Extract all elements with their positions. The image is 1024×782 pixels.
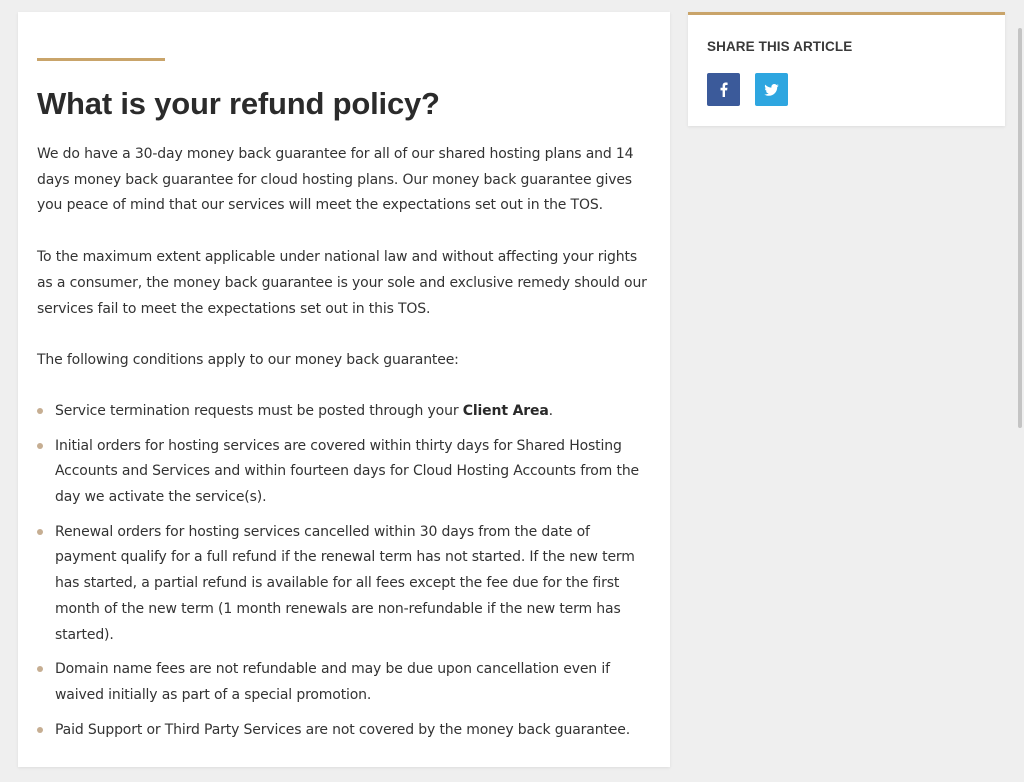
list-item [37,434,651,511]
bullet-icon [37,727,43,733]
conditions-intro: The following conditions apply to our money back guarantee: [37,352,459,369]
list-item-text: Initial orders for hosting services are covered within thirty days for Shared Hosting Accounts and Services and within fourteen days for Cloud Hosting Accounts from the day we activate the service(s). [55,437,639,506]
bullet-icon [37,443,43,449]
share-article-card [688,12,1005,126]
twitter-icon [764,84,779,96]
bullet-icon [37,408,43,414]
list-item-text: Renewal orders for hosting services cancelled within 30 days from the date of payment qualify for a full refund if the renewal term has not started. If the new term has started, a partial refund is available for all fees except the fee due for the first month of the new term (1 month renewals are non-refundable if the new term has started). [55,523,635,643]
article-body [37,142,651,743]
share-title: SHARE THIS ARTICLE [707,39,853,54]
article-paragraph: To the maximum extent applicable under national law and without affecting your rights as a consumer, the money back guarantee is your sole and exclusive remedy should our services fail to meet the expectations set out in this TOS. [37,249,647,317]
conditions-list [37,399,651,743]
list-item-text: Domain name fees are not refundable and may be due upon cancellation even if waived initially as part of a special promotion. [55,661,610,703]
scrollbar-thumb[interactable] [1018,28,1022,428]
page-scrollbar[interactable] [1016,0,1024,782]
list-item-text: . [548,402,553,419]
share-buttons [707,73,986,106]
article-title: What is your refund policy? [37,86,440,121]
article-card [18,12,670,767]
list-item-text: Paid Support or Third Party Services are not covered by the money back guarantee. [55,721,630,738]
list-item [37,657,651,708]
list-item [37,520,651,649]
bullet-icon [37,529,43,535]
title-accent-rule [37,58,165,61]
bullet-icon [37,666,43,672]
list-item-text: Service termination requests must be posted through your [55,402,463,419]
list-item [37,718,651,744]
facebook-share-button[interactable] [707,73,740,106]
client-area-link[interactable]: Client Area [462,402,549,419]
facebook-icon [719,82,728,97]
twitter-share-button[interactable] [755,73,788,106]
article-paragraph: We do have a 30-day money back guarantee for all of our shared hosting plans and 14 days money back guarantee for cloud hosting plans. Our money back guarantee gives you peace of mind that our services will meet the expectations set out in the TOS. [37,146,634,214]
list-item [37,399,651,425]
